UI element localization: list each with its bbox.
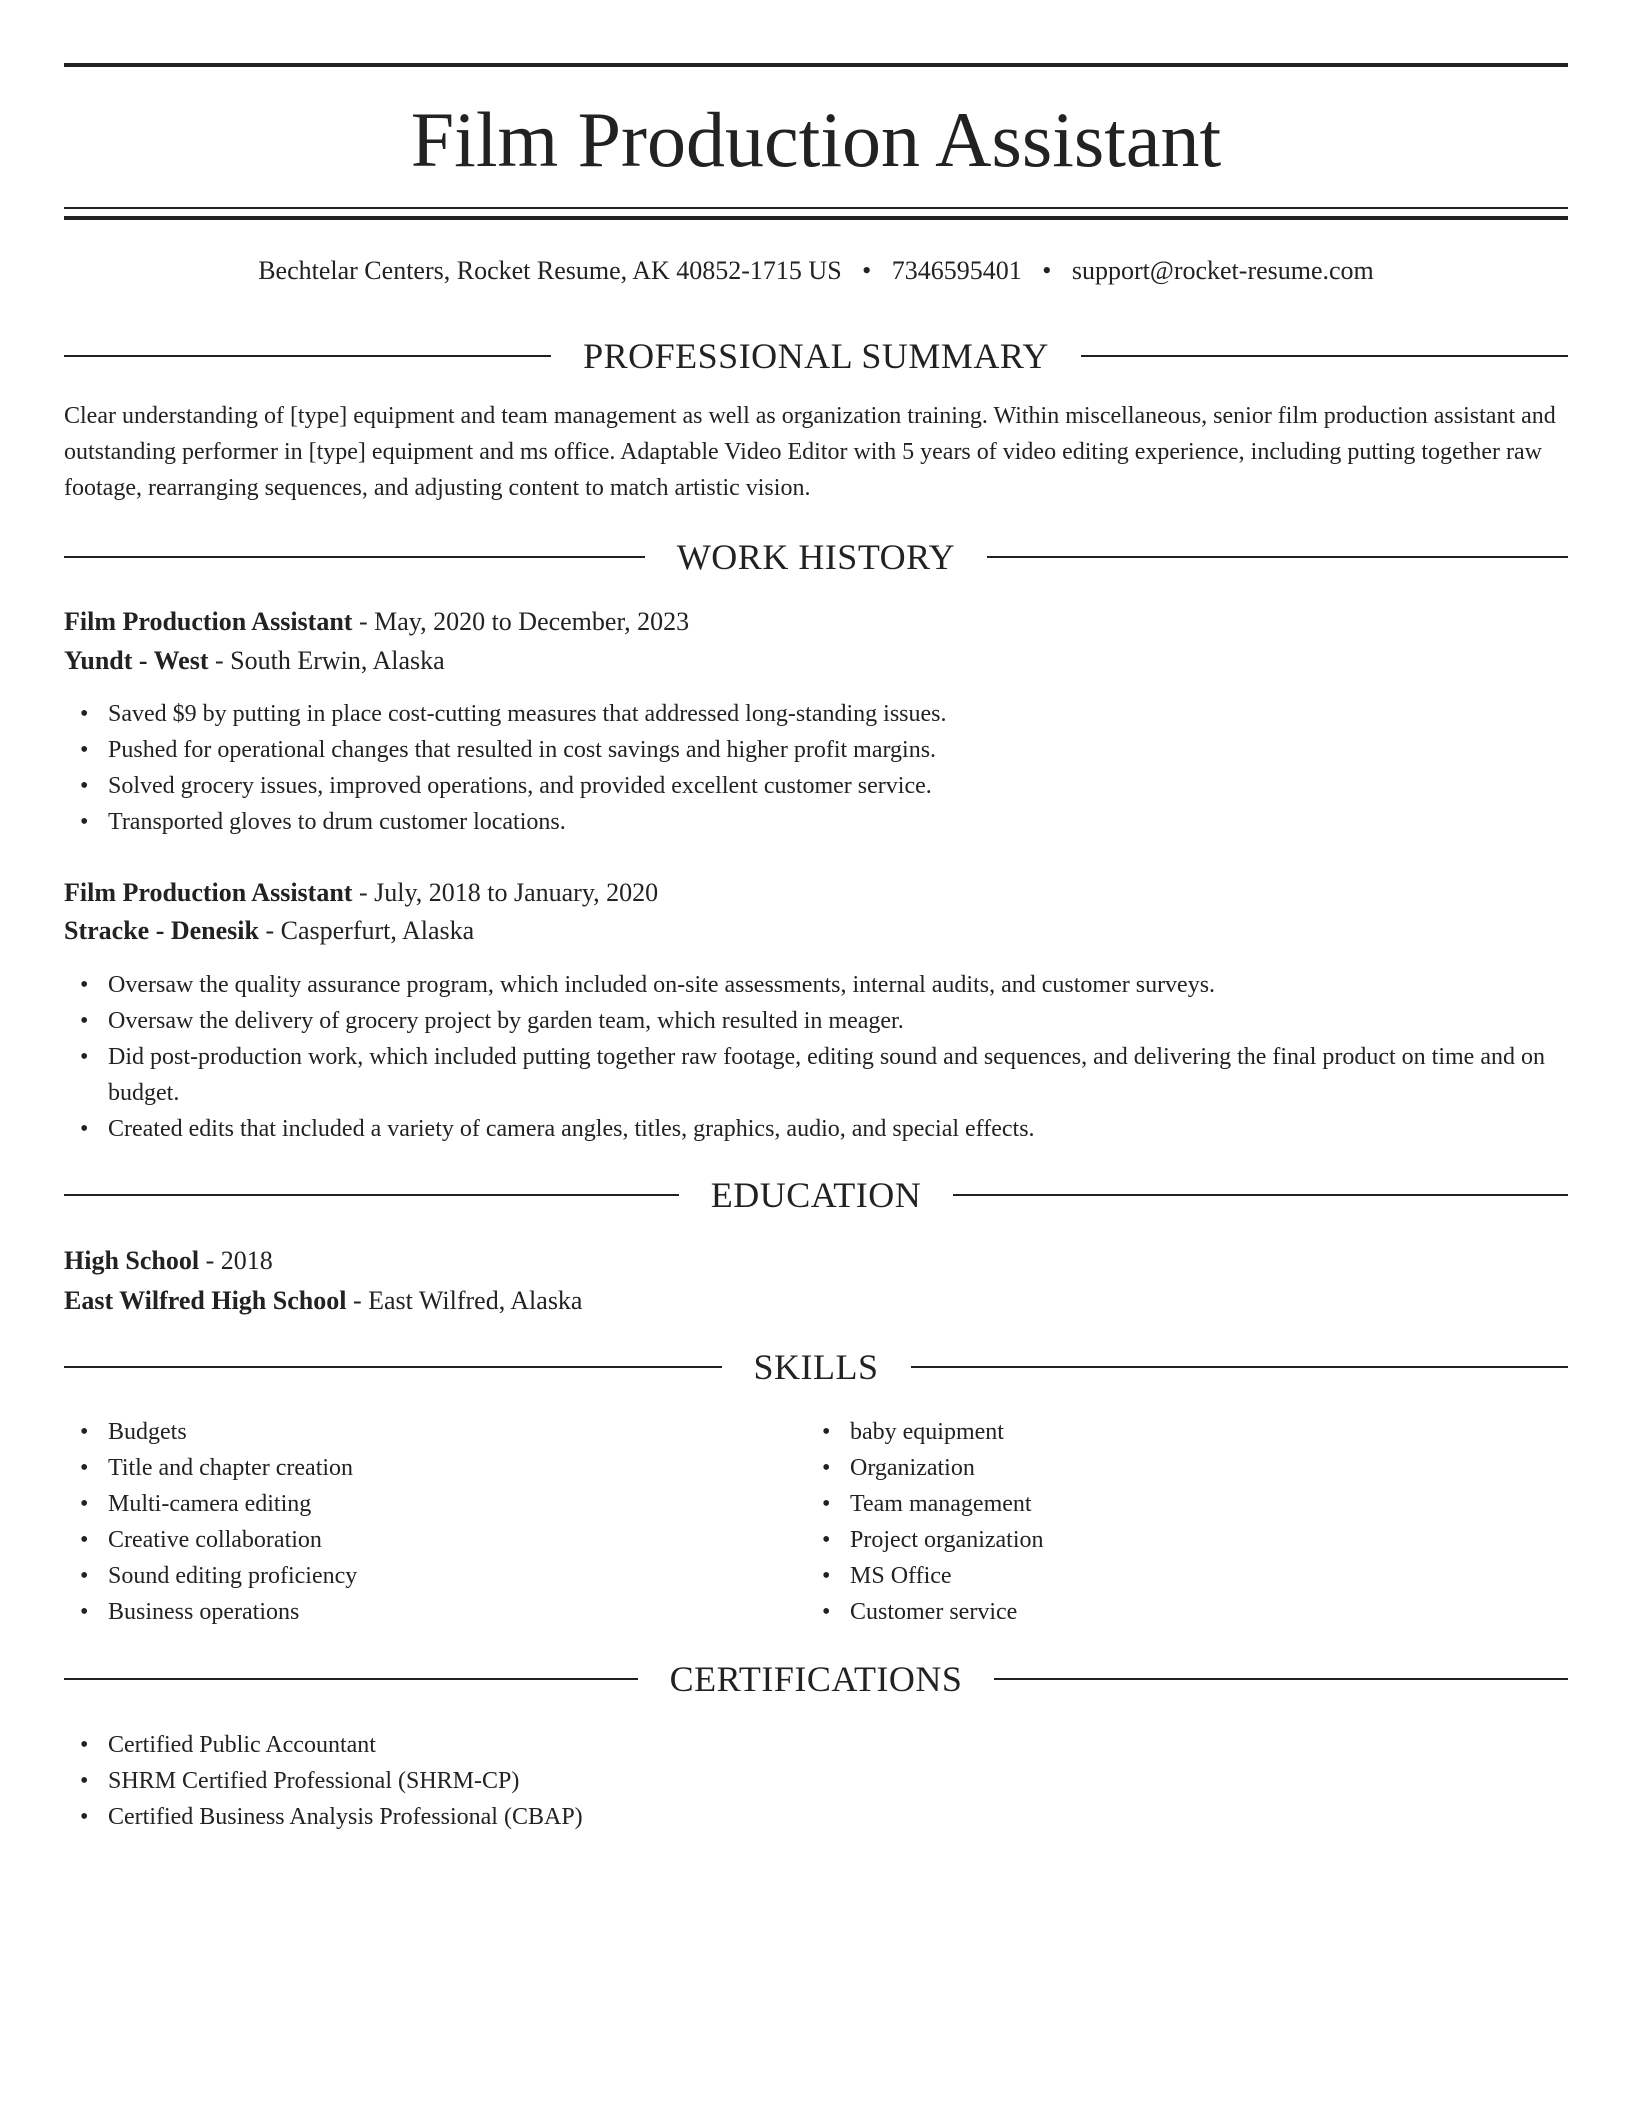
heading-rule xyxy=(64,1194,679,1196)
section-heading-work xyxy=(64,535,1568,579)
job-title-line xyxy=(64,875,1568,911)
job-title: Film Production Assistant xyxy=(64,607,353,636)
title-double-divider xyxy=(64,207,1568,220)
list-item: • Project organization xyxy=(850,1522,1540,1558)
list-item: • Did post-production work, which included putting together raw footage, editing sound and sequences, and delivering the final product on time and on budget. xyxy=(108,1039,1568,1111)
list-item: • Title and chapter creation xyxy=(108,1450,798,1486)
education-school: East Wilfred High School xyxy=(64,1286,347,1315)
heading-rule xyxy=(64,1678,638,1680)
section-title: PROFESSIONAL SUMMARY xyxy=(583,336,1049,376)
education-location: - East Wilfred, Alaska xyxy=(346,1286,583,1315)
contact-phone: 7346595401 xyxy=(891,256,1022,285)
job-company-line xyxy=(64,913,1568,949)
job-bullets xyxy=(64,967,1568,1147)
heading-rule xyxy=(1081,355,1568,357)
education-school-line xyxy=(64,1283,1568,1319)
section-title: WORK HISTORY xyxy=(676,537,956,577)
summary-text: Clear understanding of [type] equipment and team management as well as organization training. Within miscellaneous, senior film production assistant and outstanding performer in [type] equipment and ms office. Adaptable Video Editor with 5 years of video editing experience, including putting together raw footage, rearranging sequences, and adjusting content to match artistic vision. xyxy=(64,403,1556,501)
list-item: • Budgets xyxy=(108,1414,798,1450)
resume-title: Film Production Assistant xyxy=(410,96,1222,183)
contact-separator: • xyxy=(862,256,872,285)
list-item: • Certified Public Accountant xyxy=(108,1727,1568,1763)
education-degree: High School xyxy=(64,1246,200,1275)
heading-rule xyxy=(953,1194,1568,1196)
heading-rule xyxy=(64,1366,722,1368)
list-item: • Creative collaboration xyxy=(108,1522,798,1558)
section-heading-skills xyxy=(64,1345,1568,1389)
job-bullets xyxy=(64,696,1568,840)
list-item: • Oversaw the quality assurance program, which included on-site assessments, internal audits, and customer surveys. xyxy=(108,967,1568,1003)
job-company-line xyxy=(64,643,1568,679)
job-dates: - May, 2020 to December, 2023 xyxy=(352,607,690,636)
job-title-line xyxy=(64,604,1568,640)
job-company: Yundt - West xyxy=(64,646,209,675)
heading-rule xyxy=(64,556,645,558)
list-item: • Sound editing proficiency xyxy=(108,1558,798,1594)
section-title: SKILLS xyxy=(753,1347,879,1387)
list-item: • SHRM Certified Professional (SHRM-CP) xyxy=(108,1763,1568,1799)
job-title: Film Production Assistant xyxy=(64,878,353,907)
list-item: • Transported gloves to drum customer locations. xyxy=(108,804,1568,840)
list-item: • Multi-camera editing xyxy=(108,1486,798,1522)
section-title: CERTIFICATIONS xyxy=(669,1659,963,1699)
heading-rule xyxy=(987,556,1568,558)
section-heading-education xyxy=(64,1173,1568,1217)
job-location: - South Erwin, Alaska xyxy=(208,646,445,675)
list-item: • Solved grocery issues, improved operations, and provided excellent customer service. xyxy=(108,768,1568,804)
list-item: • Saved $9 by putting in place cost-cutting measures that addressed long-standing issues. xyxy=(108,696,1568,732)
education-year: - 2018 xyxy=(199,1246,273,1275)
list-item: • baby equipment xyxy=(850,1414,1540,1450)
certifications-list xyxy=(64,1727,1568,1835)
list-item: • Organization xyxy=(850,1450,1540,1486)
list-item: • Customer service xyxy=(850,1594,1540,1630)
list-item: • Created edits that included a variety of camera angles, titles, graphics, audio, and special effects. xyxy=(108,1111,1568,1147)
heading-rule xyxy=(64,355,551,357)
heading-rule xyxy=(911,1366,1569,1368)
section-title: EDUCATION xyxy=(710,1175,922,1215)
skills-list-right xyxy=(806,1414,1540,1630)
contact-email: support@rocket-resume.com xyxy=(1071,256,1374,285)
list-item: • Pushed for operational changes that resulted in cost savings and higher profit margins. xyxy=(108,732,1568,768)
section-heading-summary xyxy=(64,334,1568,378)
skills-list-left xyxy=(64,1414,798,1630)
section-heading-certifications xyxy=(64,1657,1568,1701)
top-divider xyxy=(64,63,1568,67)
list-item: • MS Office xyxy=(850,1558,1540,1594)
contact-address: Bechtelar Centers, Rocket Resume, AK 40852-1715 US xyxy=(258,256,842,285)
job-dates: - July, 2018 to January, 2020 xyxy=(352,878,659,907)
list-item: • Certified Business Analysis Professional (CBAP) xyxy=(108,1799,1568,1835)
list-item: • Oversaw the delivery of grocery project by garden team, which resulted in meager. xyxy=(108,1003,1568,1039)
list-item: • Team management xyxy=(850,1486,1540,1522)
job-company: Stracke - Denesik xyxy=(64,916,259,945)
list-item: • Business operations xyxy=(108,1594,798,1630)
job-location: - Casperfurt, Alaska xyxy=(258,916,475,945)
education-degree-line xyxy=(64,1243,1568,1279)
contact-separator: • xyxy=(1042,256,1052,285)
contact-line xyxy=(64,253,1568,289)
heading-rule xyxy=(994,1678,1568,1680)
